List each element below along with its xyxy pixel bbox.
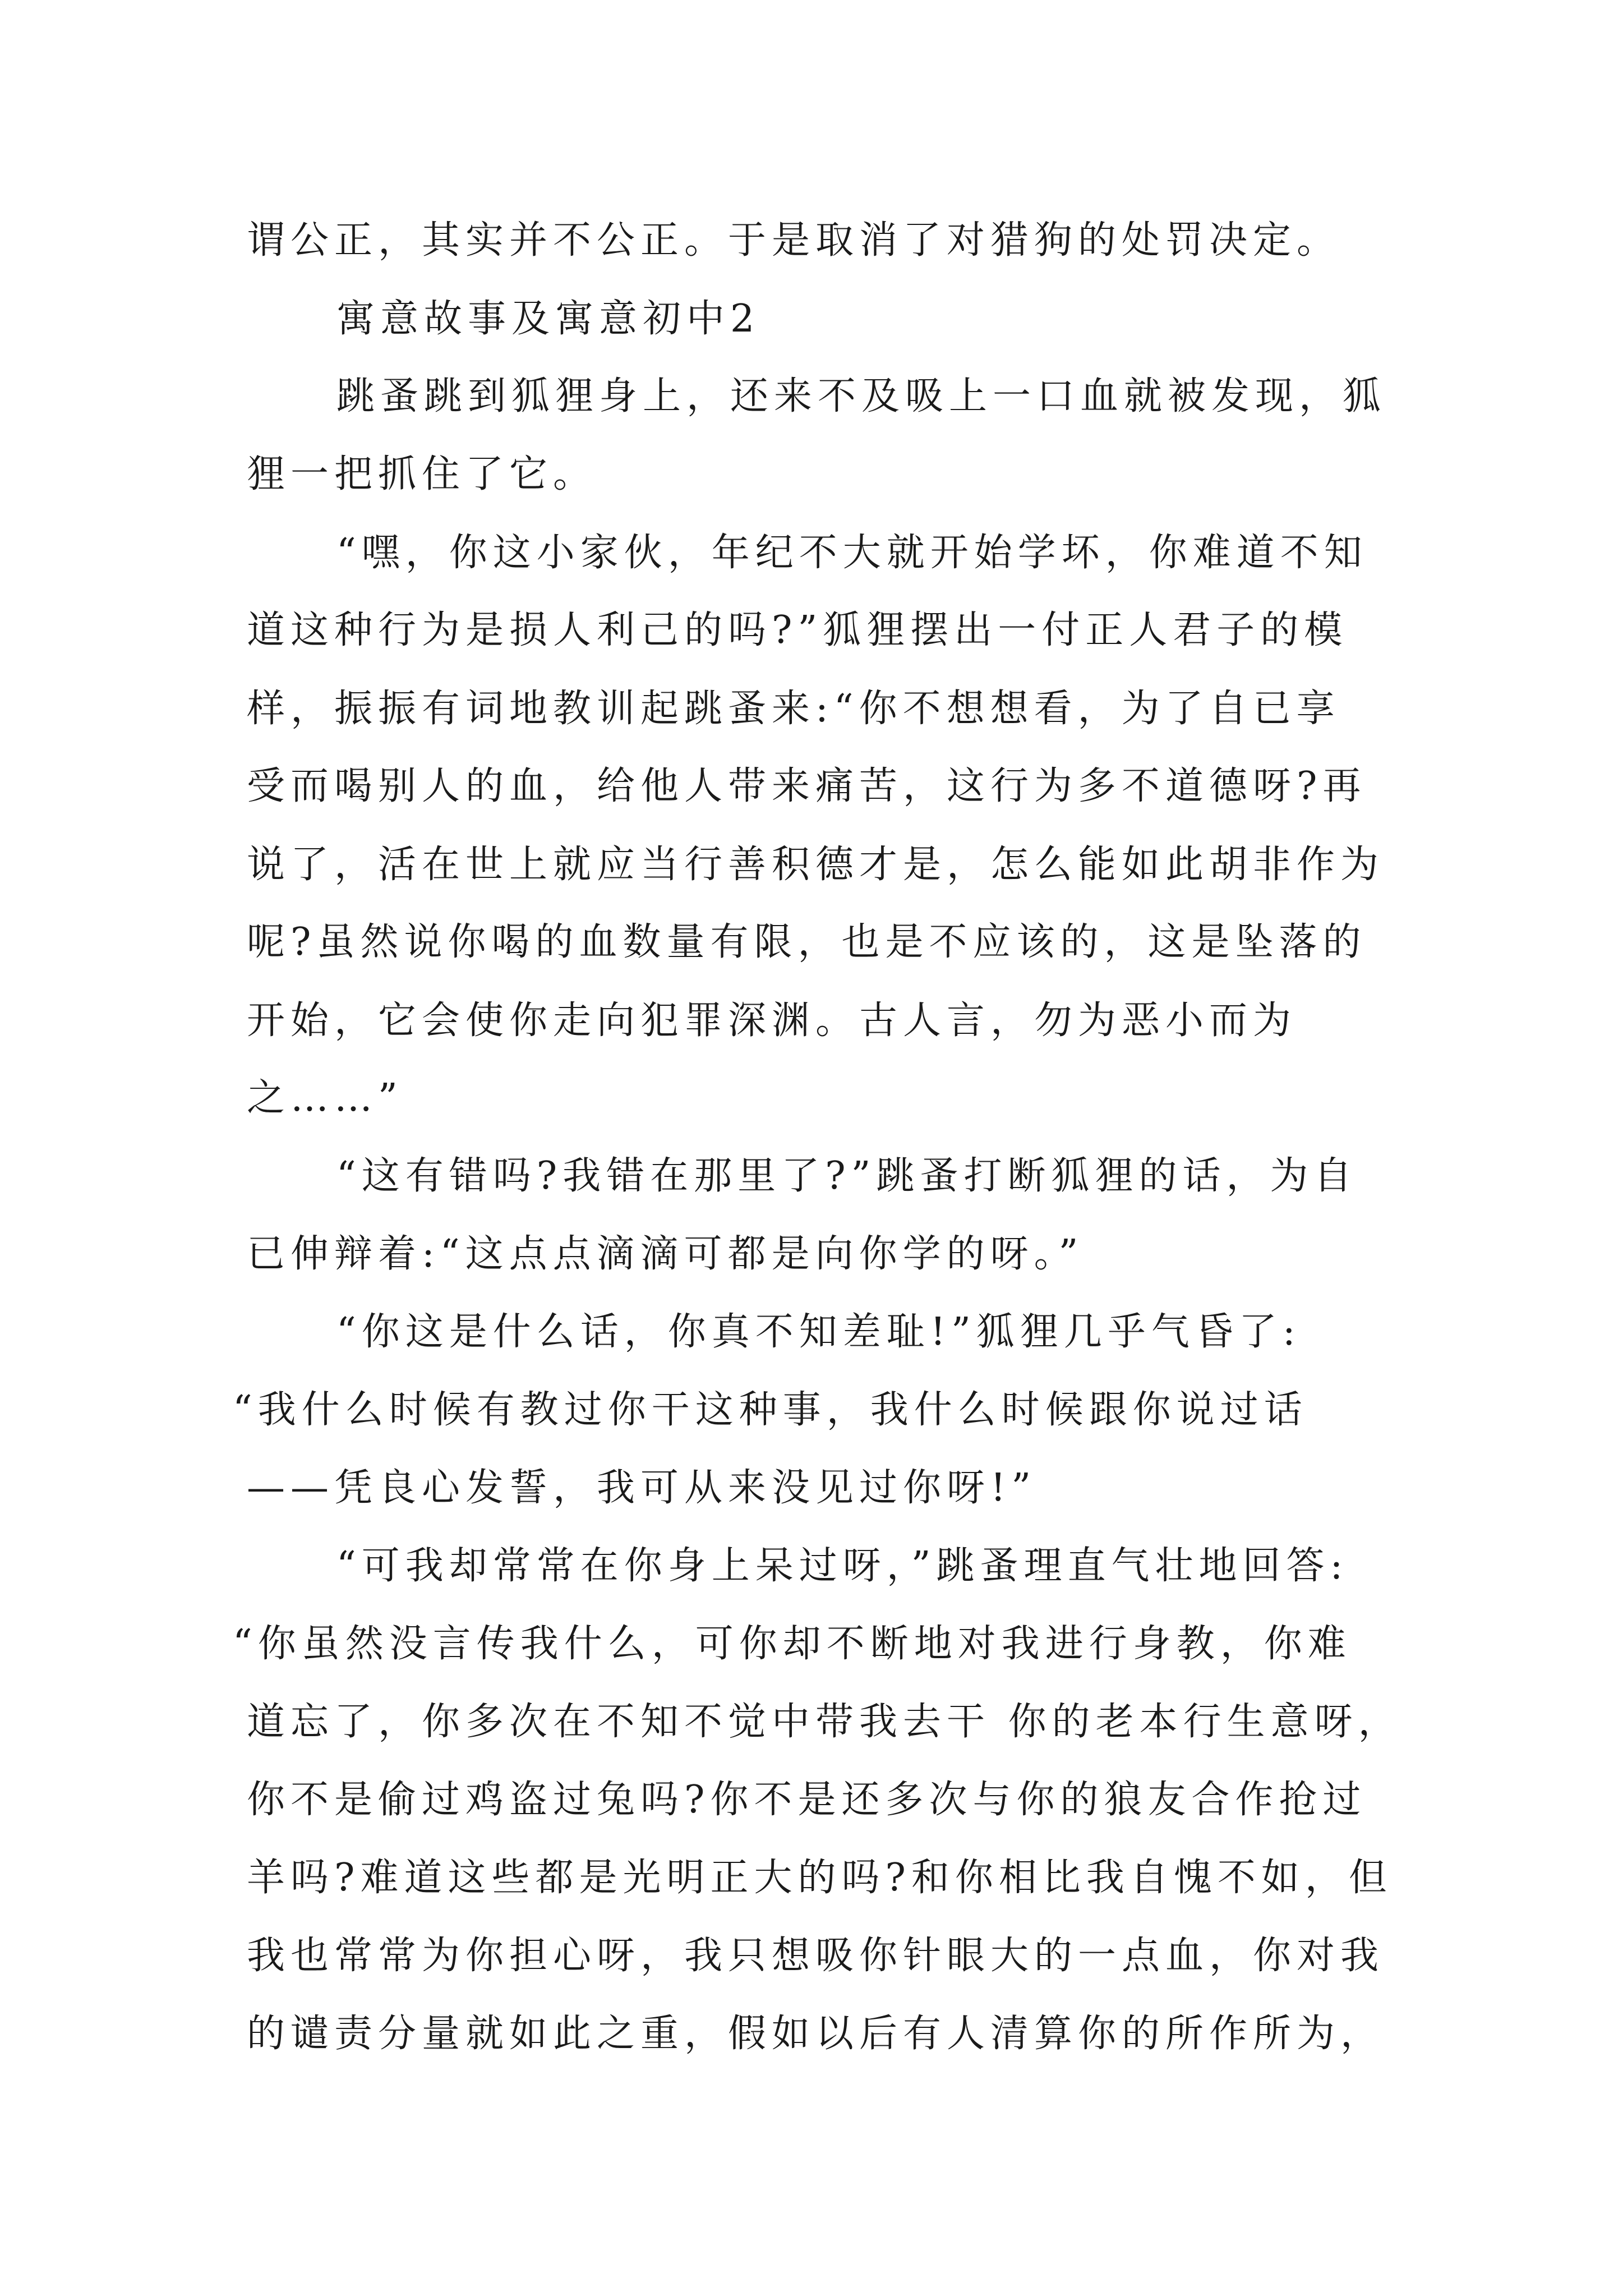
text-line: “这有错吗?我错在那里了?”跳蚤打断狐狸的话，为自: [336, 1154, 1358, 1198]
text-line: 开始，它会使你走向犯罪深渊。古人言，勿为恶小而为: [247, 999, 1297, 1043]
text-line: 受而喝别人的血，给他人带来痛苦，这行为多不道德呀?再: [247, 764, 1367, 808]
text-line: 我也常常为你担心呀，我只想吸你针眼大的一点血，你对我: [247, 1934, 1385, 1978]
text-line: 已伸辩着:“这点点滴滴可都是向你学的呀。”: [247, 1232, 1084, 1276]
text-line: “你虽然没言传我什么，可你却不断地对我进行身教，你难: [233, 1622, 1352, 1666]
text-line: 道忘了，你多次在不知不觉中带我去干 你的老本行生意呀，: [247, 1700, 1402, 1744]
text-line: 呢?虽然说你喝的血数量有限，也是不应该的，这是坠落的: [247, 920, 1367, 964]
section-heading: 寓意故事及寓意初中2: [336, 297, 760, 341]
text-line: 道这种行为是损人利己的吗?”狐狸摆出一付正人君子的模: [247, 608, 1348, 652]
text-line: 说了，活在世上就应当行善积德才是，怎么能如此胡非作为: [247, 843, 1385, 887]
text-line: 你不是偷过鸡盗过兔吗?你不是还多次与你的狼友合作抢过: [247, 1778, 1367, 1822]
text-line: 羊吗?难道这些都是光明正大的吗?和你相比我自愧不如，但: [247, 1856, 1393, 1900]
text-line: 的谴责分量就如此之重，假如以后有人清算你的所作所为，: [247, 2012, 1385, 2056]
text-line: 狸一把抓住了它。: [247, 452, 597, 496]
text-line: 跳蚤跳到狐狸身上，还来不及吸上一口血就被发现，狐: [336, 374, 1387, 418]
text-line: 之……”: [247, 1076, 403, 1120]
text-line: “你这是什么话，你真不知差耻!”狐狸几乎气昏了:: [336, 1310, 1301, 1354]
text-line: 样，振振有词地教训起跳蚤来:“你不想想看，为了自已享: [247, 687, 1340, 731]
text-line: “我什么时候有教过你干这种事，我什么时候跟你说过话: [233, 1388, 1308, 1432]
text-line: “嘿，你这小家伙，年纪不大就开始学坏，你难道不知: [336, 531, 1368, 575]
text-line: ——凭良心发誓，我可从来没见过你呀!”: [247, 1466, 1037, 1510]
text-line: “可我却常常在你身上呆过呀，”跳蚤理直气壮地回答:: [336, 1544, 1349, 1588]
text-line: 谓公正，其实并不公正。于是取消了对猎狗的处罚决定。: [247, 218, 1341, 263]
